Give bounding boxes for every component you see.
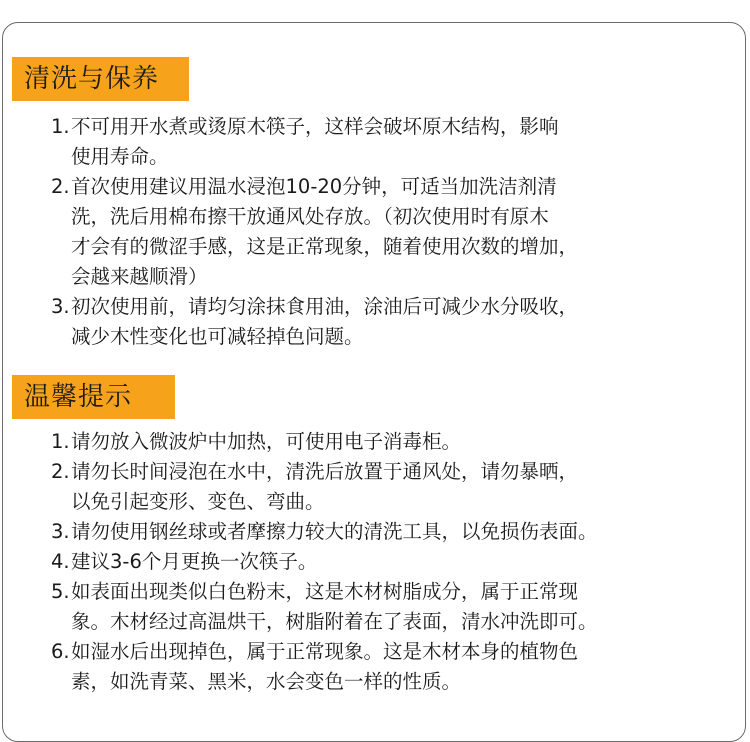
item-text-line: 会越来越顺滑） <box>71 265 208 288</box>
item-text-line: 首次使用建议用温水浸泡10-20分钟，可适当加洗洁剂清 <box>71 175 557 198</box>
item-number: 2. <box>51 460 70 483</box>
item-text <box>71 577 598 637</box>
item-text-line: 使用寿命。 <box>71 145 169 168</box>
item-number: 1. <box>51 115 70 138</box>
item-number: 6. <box>51 640 70 663</box>
item-text-line: 不可用开水煮或烫原木筷子，这样会破坏原木结构，影响 <box>71 115 559 138</box>
item-text-line: 建议3-6个月更换一次筷子。 <box>71 550 318 573</box>
item-text-line: 素，如洗青菜、黑米，水会变色一样的性质。 <box>71 670 462 693</box>
list-item <box>51 457 731 517</box>
list-item <box>51 577 731 637</box>
item-number: 3. <box>51 295 70 318</box>
item-text-line: 象。木材经过高温烘干，树脂附着在了表面，清水冲洗即可。 <box>71 610 598 633</box>
item-text <box>71 637 578 697</box>
item-text <box>71 292 578 352</box>
item-text-line: 初次使用前，请均匀涂抹食用油，涂油后可减少水分吸收， <box>71 295 579 318</box>
item-text <box>71 517 598 547</box>
item-text <box>71 172 578 292</box>
item-text-line: 请勿放入微波炉中加热，可使用电子消毒柜。 <box>71 430 462 453</box>
item-text <box>71 457 578 517</box>
list-item <box>51 547 731 577</box>
item-number: 4. <box>51 550 70 573</box>
item-text-line: 减少木性变化也可减轻掉色问题。 <box>71 325 364 348</box>
item-text-line: 才会有的微涩手感，这是正常现象，随着使用次数的增加， <box>71 235 579 258</box>
item-text-line: 洗，洗后用棉布擦干放通风处存放。（初次使用时有原木 <box>71 205 549 228</box>
item-text-line: 如表面出现类似白色粉末，这是木材树脂成分，属于正常现 <box>71 580 579 603</box>
item-number: 5. <box>51 580 70 603</box>
care-list <box>51 112 731 352</box>
tips-list <box>51 427 731 697</box>
section-title-tips: 温馨提示 <box>12 375 175 419</box>
item-text-line: 请勿使用钢丝球或者摩擦力较大的清洗工具，以免损伤表面。 <box>71 520 598 543</box>
item-text <box>71 112 559 172</box>
item-text <box>71 427 461 457</box>
list-item <box>51 292 731 352</box>
list-item <box>51 517 731 547</box>
item-number: 1. <box>51 430 70 453</box>
item-number: 2. <box>51 175 70 198</box>
item-text-line: 如湿水后出现掉色，属于正常现象。这是木材本身的植物色 <box>71 640 579 663</box>
item-number: 3. <box>51 520 70 543</box>
list-item <box>51 112 731 172</box>
item-text-line: 以免引起变形、变色、弯曲。 <box>71 490 325 513</box>
section-title-care: 清洗与保养 <box>12 57 189 101</box>
item-text <box>71 547 317 577</box>
item-text-line: 请勿长时间浸泡在水中，清洗后放置于通风处，请勿暴晒， <box>71 460 579 483</box>
list-item <box>51 637 731 697</box>
list-item <box>51 427 731 457</box>
list-item <box>51 172 731 292</box>
